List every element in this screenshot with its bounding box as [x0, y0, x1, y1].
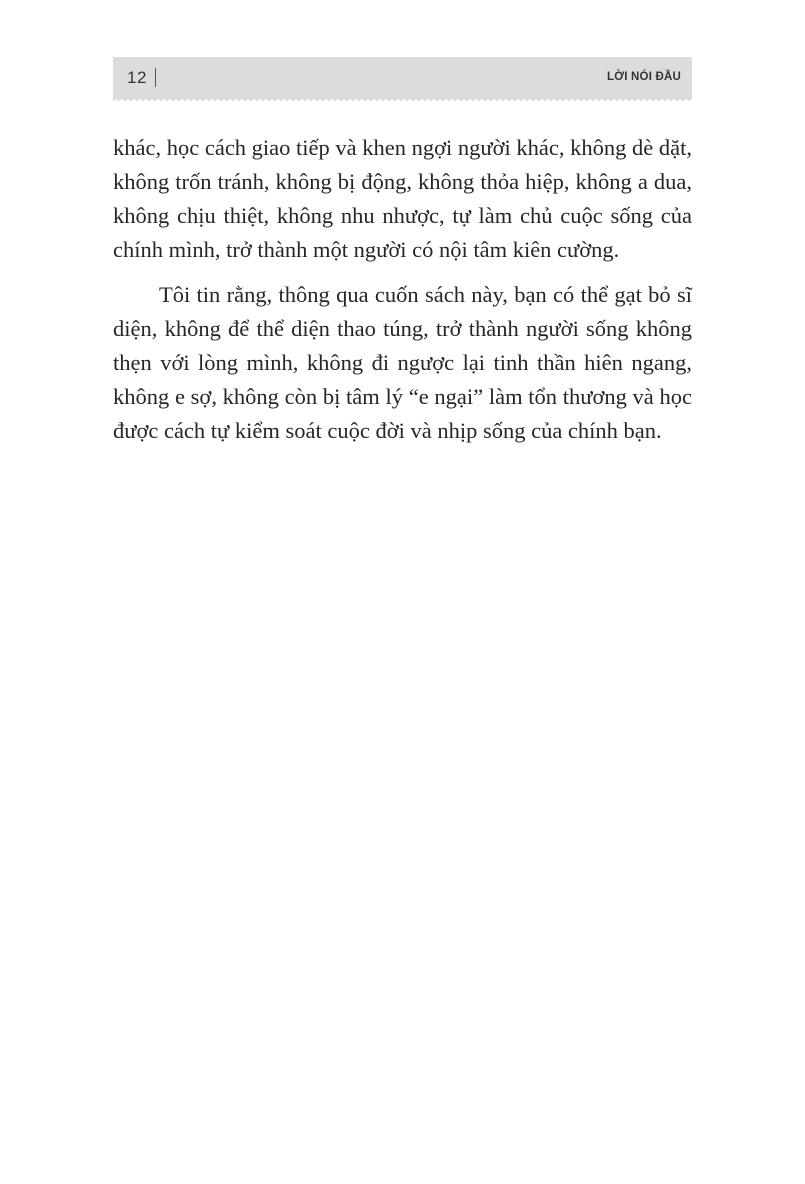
- page-number: 12: [127, 68, 147, 87]
- chapter-title: LỜI NÓI ĐẦU: [607, 71, 681, 83]
- paragraph: Tôi tin rằng, thông qua cuốn sách này, bạn có thể gạt bỏ sĩ diện, không để thể diện thao túng, trở thành người sống không thẹn với lòng mình, không đi ngược lại tinh thần hiên ngang, không e sợ, không còn bị tâm lý “e ngại” làm tổn thương và học được cách tự kiểm soát cuộc đời và nhịp sống của chính bạn.: [113, 282, 692, 443]
- paragraph-continuation: khác, học cách giao tiếp và khen ngợi người khác, không dè dặt, không trốn tránh, không bị động, không thỏa hiệp, không a dua, không chịu thiệt, không nhu nhược, tự làm chủ cuộc sống của chính mình, trở thành một người có nội tâm kiên cường.: [113, 135, 692, 262]
- header-divider: [155, 68, 156, 87]
- body-text: [113, 131, 692, 448]
- page-header: [113, 57, 692, 98]
